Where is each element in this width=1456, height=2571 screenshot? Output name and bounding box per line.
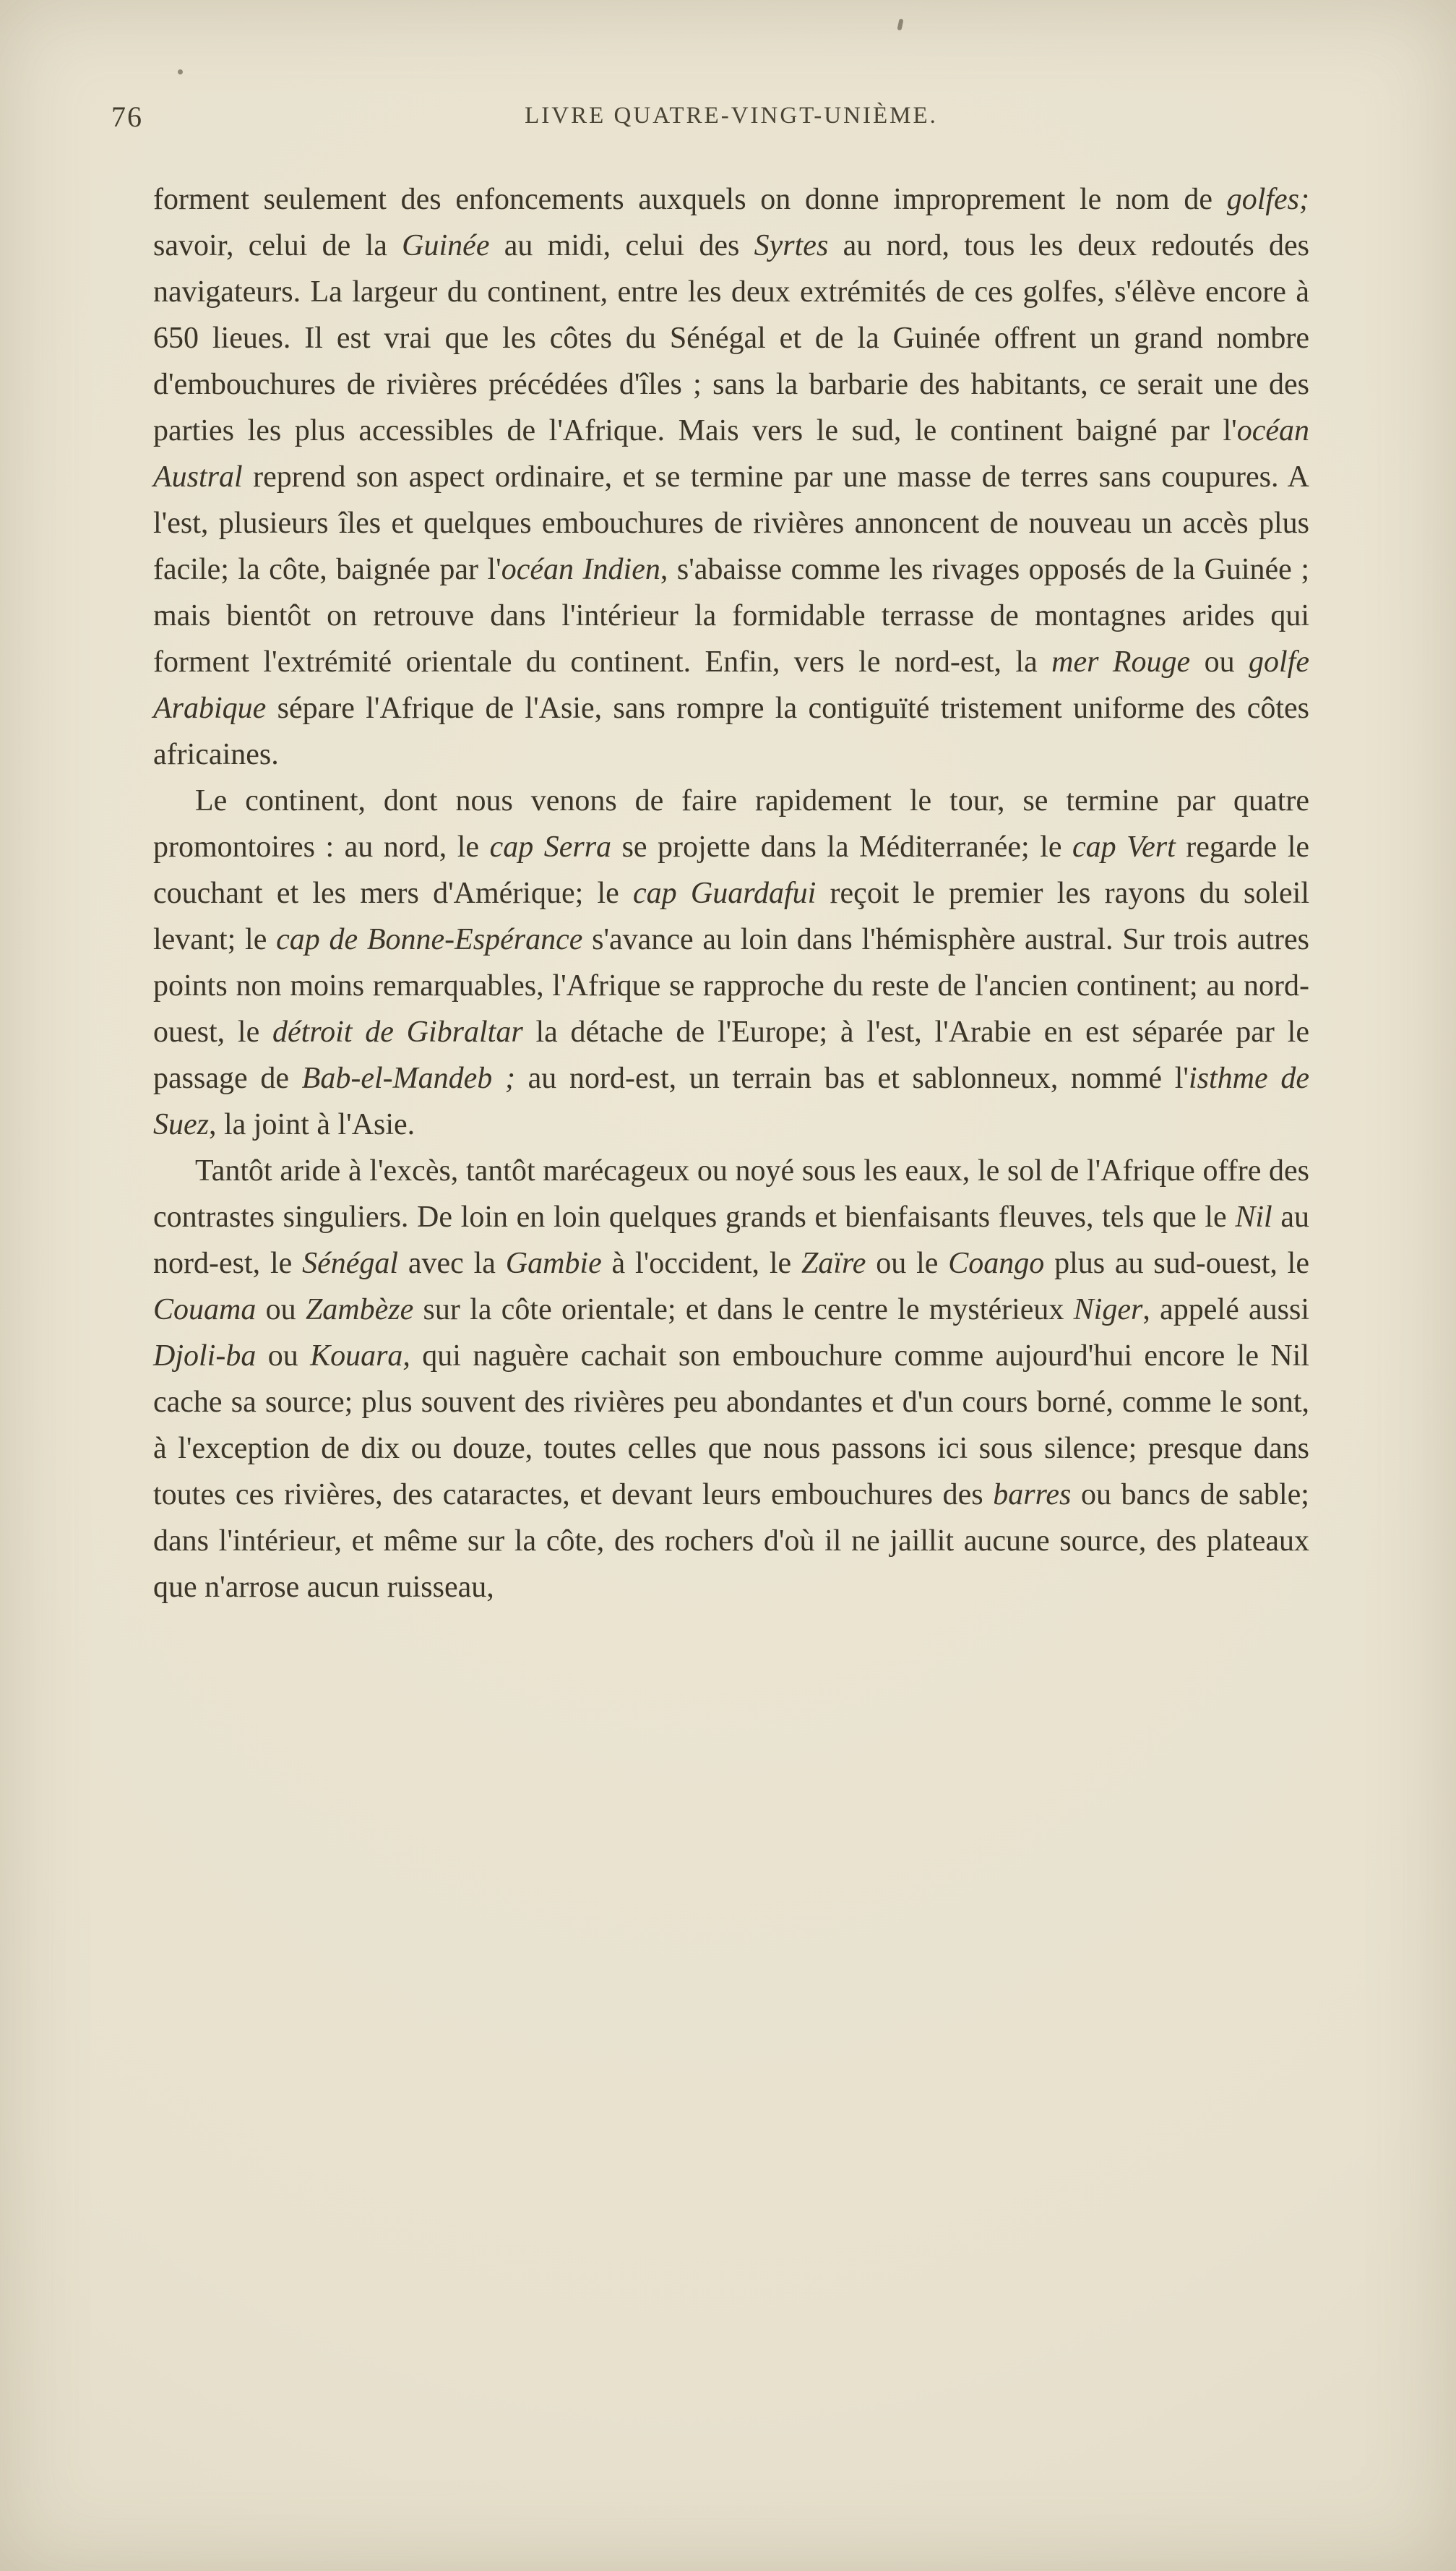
text-run: savoir, celui de la xyxy=(153,229,402,262)
text-block xyxy=(153,176,1309,1610)
italic-term: Couama xyxy=(153,1293,257,1326)
italic-term: cap de Bonne-Espérance xyxy=(276,923,583,956)
italic-term: Niger xyxy=(1073,1293,1143,1326)
text-run: sépare l'Afrique de l'Asie, sans rompre la contiguïté tristement uniforme des côtes africaines. xyxy=(153,692,1309,771)
paragraph xyxy=(153,1148,1309,1610)
text-run: à l'occident, le xyxy=(601,1247,801,1280)
text-run: ou xyxy=(256,1339,311,1373)
text-run: regarde le couchant et les mers d'Amérique; le xyxy=(153,830,1310,910)
italic-term: cap Vert xyxy=(1072,830,1176,864)
text-run: se projette dans la Méditerranée; le xyxy=(611,830,1072,864)
italic-term: golfes; xyxy=(1226,183,1309,216)
italic-term: golfe Arabique xyxy=(153,645,1309,725)
italic-term: Bab-el-Mandeb ; xyxy=(301,1062,515,1095)
text-run: Tantôt aride à l'excès, tantôt marécageux ou noyé sous les eaux, le sol de l'Afrique offre des contrastes singuliers. De loin en loin quelques grands et bienfaisants fleuves, tels que le xyxy=(153,1154,1309,1234)
text-run: plus au sud-ouest, le xyxy=(1044,1247,1309,1280)
italic-term: Zaïre xyxy=(801,1247,866,1280)
text-run: au nord-est, un terrain bas et sablonneux, nommé l' xyxy=(514,1062,1189,1095)
page-number: 76 xyxy=(111,100,143,133)
text-run: , s'abaisse comme les rivages opposés de la Guinée ; mais bientôt on retrouve dans l'intérieur la formidable terrasse de montagnes arides qui forment l'extrémité orientale du continent. Enfin, vers le nord-est, la xyxy=(153,553,1309,679)
running-title: LIVRE QUATRE-VINGT-UNIÈME. xyxy=(525,103,938,129)
italic-term: Kouara, xyxy=(310,1339,410,1373)
italic-term: isthme de Suez xyxy=(153,1062,1309,1141)
italic-term: cap Guardafui xyxy=(633,877,817,910)
italic-term: océan Austral xyxy=(153,414,1309,494)
text-run: reprend son aspect ordinaire, et se termine par une masse de terres sans coupures. A l'est, plusieurs îles et quelques embouchures de rivières annoncent de nouveau un accès plus facile; la côte, baignée par l' xyxy=(153,460,1309,586)
italic-term: mer Rouge xyxy=(1051,645,1191,679)
text-run: la détache de l'Europe; à l'est, l'Arabie en est séparée par le passage de xyxy=(153,1016,1309,1095)
text-run: qui naguère cachait son embouchure comme aujourd'hui encore le Nil cache sa source; plus souvent des rivières peu abondantes et d'un cours borné, comme le sont, à l'exception de dix ou douze, toutes celles que nous passons ici sous silence; presque dans toutes ces rivières, des cataractes, et devant leurs embouchures des xyxy=(153,1339,1309,1511)
italic-term: Coango xyxy=(948,1247,1045,1280)
text-run: avec la xyxy=(398,1247,506,1280)
text-run: au nord-est, le xyxy=(153,1201,1309,1280)
page-header xyxy=(111,95,1309,176)
italic-term: Djoli-ba xyxy=(153,1339,257,1373)
text-run: forment seulement des enfoncements auxquels on donne improprement le nom de xyxy=(153,183,1227,216)
italic-term: cap Serra xyxy=(489,830,612,864)
text-run: ou xyxy=(256,1293,306,1326)
italic-term: Nil xyxy=(1235,1201,1272,1234)
italic-term: Zambèze xyxy=(305,1293,414,1326)
text-run: ou xyxy=(1190,645,1249,679)
text-run: au midi, celui des xyxy=(489,229,754,262)
text-run: reçoit le premier les rayons du soleil levant; le xyxy=(153,877,1309,956)
text-run: au nord, tous les deux redoutés des navigateurs. La largeur du continent, entre les deux extrémités de ces golfes, s'élève encore à 650 lieues. Il est vrai que les côtes du Sénégal et de la Guinée offrent un grand nombre d'embouchures de rivières précédées d'îles ; sans la barbarie des habitants, ce serait une des parties les plus accessibles de l'Afrique. Mais vers le sud, le continent baigné par l' xyxy=(153,229,1309,447)
italic-term: détroit de Gibraltar xyxy=(272,1016,523,1049)
text-run: ou le xyxy=(866,1247,949,1280)
text-run: s'avance au loin dans l'hémisphère austral. Sur trois autres points non moins remarquables, l'Afrique se rapproche du reste de l'ancien continent; au nord-ouest, le xyxy=(153,923,1310,1049)
text-run: sur la côte orientale; et dans le centre le mystérieux xyxy=(413,1293,1074,1326)
text-run: , la joint à l'Asie. xyxy=(209,1108,415,1141)
italic-term: Guinée xyxy=(402,229,490,262)
text-run: Le continent, dont nous venons de faire rapidement le tour, se termine par quatre promontoires : au nord, le xyxy=(153,784,1309,864)
paragraph xyxy=(153,778,1309,1148)
text-column xyxy=(111,0,1310,1610)
text-run: ou bancs de sable; dans l'intérieur, et même sur la côte, des rochers d'où il ne jaillit aucune source, des plateaux que n'arrose aucun ruisseau, xyxy=(153,1478,1309,1604)
italic-term: Gambie xyxy=(505,1247,602,1280)
italic-term: Syrtes xyxy=(754,229,829,262)
italic-term: Sénégal xyxy=(302,1247,399,1280)
italic-term: barres xyxy=(993,1478,1072,1511)
text-run: , appelé aussi xyxy=(1142,1293,1310,1326)
paragraph xyxy=(153,176,1309,778)
italic-term: océan Indien xyxy=(501,553,660,586)
